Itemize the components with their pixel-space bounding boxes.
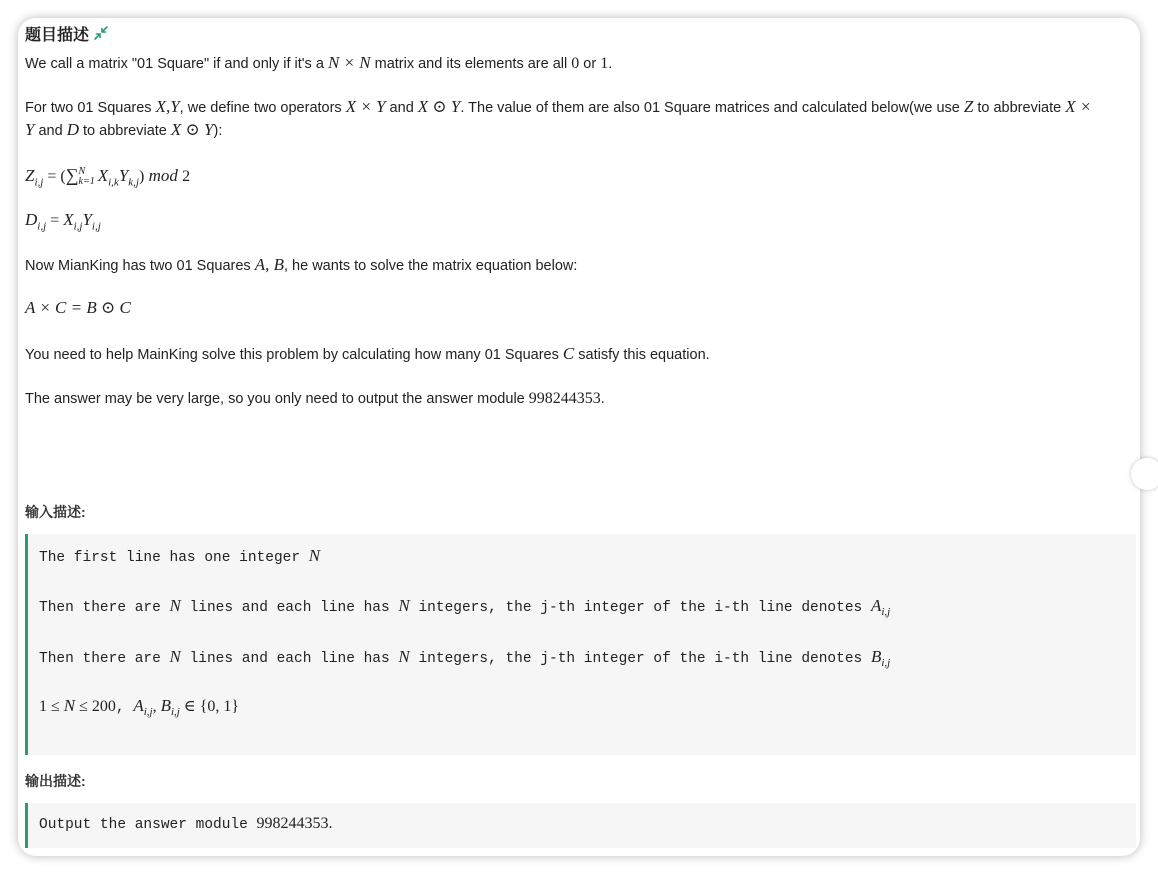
formula-d: $D_{i,j} = X_{i,j}Y_{i,j}$ (25, 210, 101, 233)
input-line-3: Then there are N lines and each line has N integers, the j-th integer of the i-th line denotes $B_{i,j}$ (39, 647, 891, 669)
formula-z: $Z_{i,j} = (\sum N$ k=1 $X_{i,k}Y_{k,j}$) mod 2 (25, 165, 191, 189)
paragraph-now: Now MianKing has two 01 Squares A, B, he wants to solve the matrix equation below: (25, 255, 578, 274)
input-description-label: 输入描述: (25, 504, 86, 520)
paragraph-operators-cont: Y and D to abbreviate X ⊙ Y): (25, 120, 223, 139)
problem-card (18, 18, 1140, 856)
output-line: Output the answer module 998244353. (39, 815, 333, 833)
input-line-2: Then there are N lines and each line has N integers, the j-th integer of the i-th line denotes $A_{i,j}$ (39, 596, 891, 618)
paragraph-operators: For two 01 Squares X,Y, we define two operators X × Y and X ⊙ Y. The value of them are also 01 Square matrices and calculated below(we use Z to abbreviate X × (25, 97, 1092, 116)
input-constraint: 1 ≤ N ≤ 200, $A_{i,j}$, $B_{i,j}$ ∈ {0, 1} (39, 696, 240, 718)
problem-title-text: 题目描述 (25, 26, 90, 44)
problem-title (25, 20, 109, 46)
output-description-label: 输出描述: (25, 773, 86, 789)
paragraph-definition: We call a matrix "01 Square" if and only if it's a N × N matrix and its elements are all 0 or 1. (25, 53, 613, 72)
equation: A × C = B ⊙ C (25, 298, 131, 317)
side-toggle-button[interactable] (1131, 458, 1158, 490)
paragraph-answer: The answer may be very large, so you only need to output the answer module 998244353. (25, 390, 605, 407)
input-line-1: The first line has one integer N (39, 546, 321, 566)
compress-arrows-icon[interactable] (93, 25, 109, 41)
paragraph-help: You need to help MainKing solve this problem by calculating how many 01 Squares C satisfy this equation. (25, 344, 710, 363)
output-description-block (25, 803, 1136, 848)
input-description-block (25, 534, 1136, 755)
